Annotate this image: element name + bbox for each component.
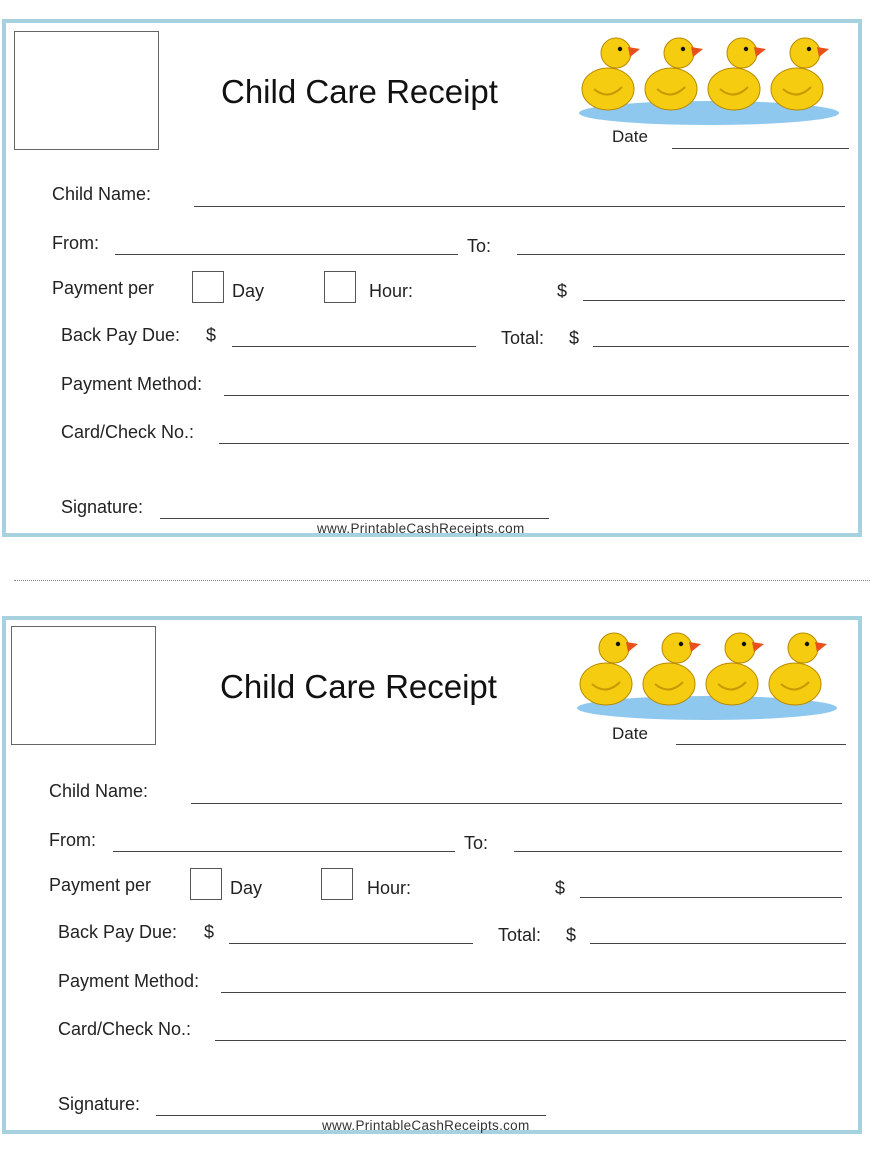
total-label: Total:: [498, 925, 542, 945]
card-check-line[interactable]: [215, 1040, 846, 1041]
total-line[interactable]: [593, 346, 849, 347]
total-dollar-sign: $: [569, 328, 580, 348]
total-dollar-sign: $: [566, 925, 577, 945]
signature-line[interactable]: [156, 1115, 546, 1116]
rubber-duck-icon: [582, 38, 640, 110]
rubber-duck-icon: [769, 633, 827, 705]
rubber-duck-icon: [706, 633, 764, 705]
hour-label: Hour:: [367, 878, 412, 898]
child-name-line[interactable]: [194, 206, 845, 207]
rubber-duck-icon: [708, 38, 766, 110]
total-line[interactable]: [590, 943, 846, 944]
payment-method-label: Payment Method:: [61, 374, 203, 394]
rubber-ducks-illustration: [576, 626, 838, 722]
day-label: Day: [230, 878, 263, 898]
back-pay-line[interactable]: [229, 943, 473, 944]
hour-checkbox[interactable]: [324, 271, 356, 303]
from-line[interactable]: [113, 851, 455, 852]
total-label: Total:: [501, 328, 545, 348]
rubber-duck-icon: [645, 38, 703, 110]
back-pay-dollar-sign: $: [204, 922, 215, 942]
day-checkbox[interactable]: [190, 868, 222, 900]
from-label: From:: [52, 233, 99, 253]
rubber-duck-icon: [643, 633, 701, 705]
child-name-line[interactable]: [191, 803, 842, 804]
signature-line[interactable]: [160, 518, 549, 519]
cut-line-separator: [14, 580, 870, 581]
from-label: From:: [49, 830, 96, 850]
rate-amount-line[interactable]: [583, 300, 845, 301]
receipt-1: [2, 19, 862, 537]
logo-placeholder-box: [11, 626, 156, 745]
website-footer: www.PrintableCashReceipts.com: [322, 1118, 530, 1133]
back-pay-dollar-sign: $: [206, 325, 217, 345]
receipt-title: Child Care Receipt: [221, 73, 498, 110]
rubber-duck-icon: [771, 38, 829, 110]
signature-label: Signature:: [61, 497, 144, 517]
from-line[interactable]: [115, 254, 458, 255]
card-check-label: Card/Check No.:: [61, 422, 195, 442]
signature-label: Signature:: [58, 1094, 141, 1114]
logo-placeholder-box: [14, 31, 159, 150]
date-line[interactable]: [676, 744, 846, 745]
back-pay-label: Back Pay Due:: [61, 325, 181, 345]
rubber-ducks-illustration: [578, 31, 840, 127]
hour-label: Hour:: [369, 281, 414, 301]
card-check-line[interactable]: [219, 443, 849, 444]
child-name-label: Child Name:: [49, 781, 149, 801]
payment-method-line[interactable]: [224, 395, 849, 396]
to-line[interactable]: [517, 254, 845, 255]
receipt-title: Child Care Receipt: [220, 668, 497, 705]
day-label: Day: [232, 281, 265, 301]
payment-method-label: Payment Method:: [58, 971, 200, 991]
rate-dollar-sign: $: [557, 281, 568, 301]
card-check-label: Card/Check No.:: [58, 1019, 192, 1039]
back-pay-line[interactable]: [232, 346, 476, 347]
rate-dollar-sign: $: [555, 878, 566, 898]
date-label: Date: [612, 127, 648, 146]
date-label: Date: [612, 724, 648, 743]
rate-amount-line[interactable]: [580, 897, 842, 898]
hour-checkbox[interactable]: [321, 868, 353, 900]
rubber-duck-icon: [580, 633, 638, 705]
date-line[interactable]: [672, 148, 849, 149]
back-pay-label: Back Pay Due:: [58, 922, 178, 942]
child-name-label: Child Name:: [52, 184, 152, 204]
to-line[interactable]: [514, 851, 842, 852]
to-label: To:: [467, 236, 492, 256]
receipt-2: [2, 616, 862, 1134]
to-label: To:: [464, 833, 489, 853]
payment-method-line[interactable]: [221, 992, 846, 993]
website-footer: www.PrintableCashReceipts.com: [317, 521, 525, 536]
day-checkbox[interactable]: [192, 271, 224, 303]
payment-per-label: Payment per: [49, 875, 152, 895]
payment-per-label: Payment per: [52, 278, 155, 298]
